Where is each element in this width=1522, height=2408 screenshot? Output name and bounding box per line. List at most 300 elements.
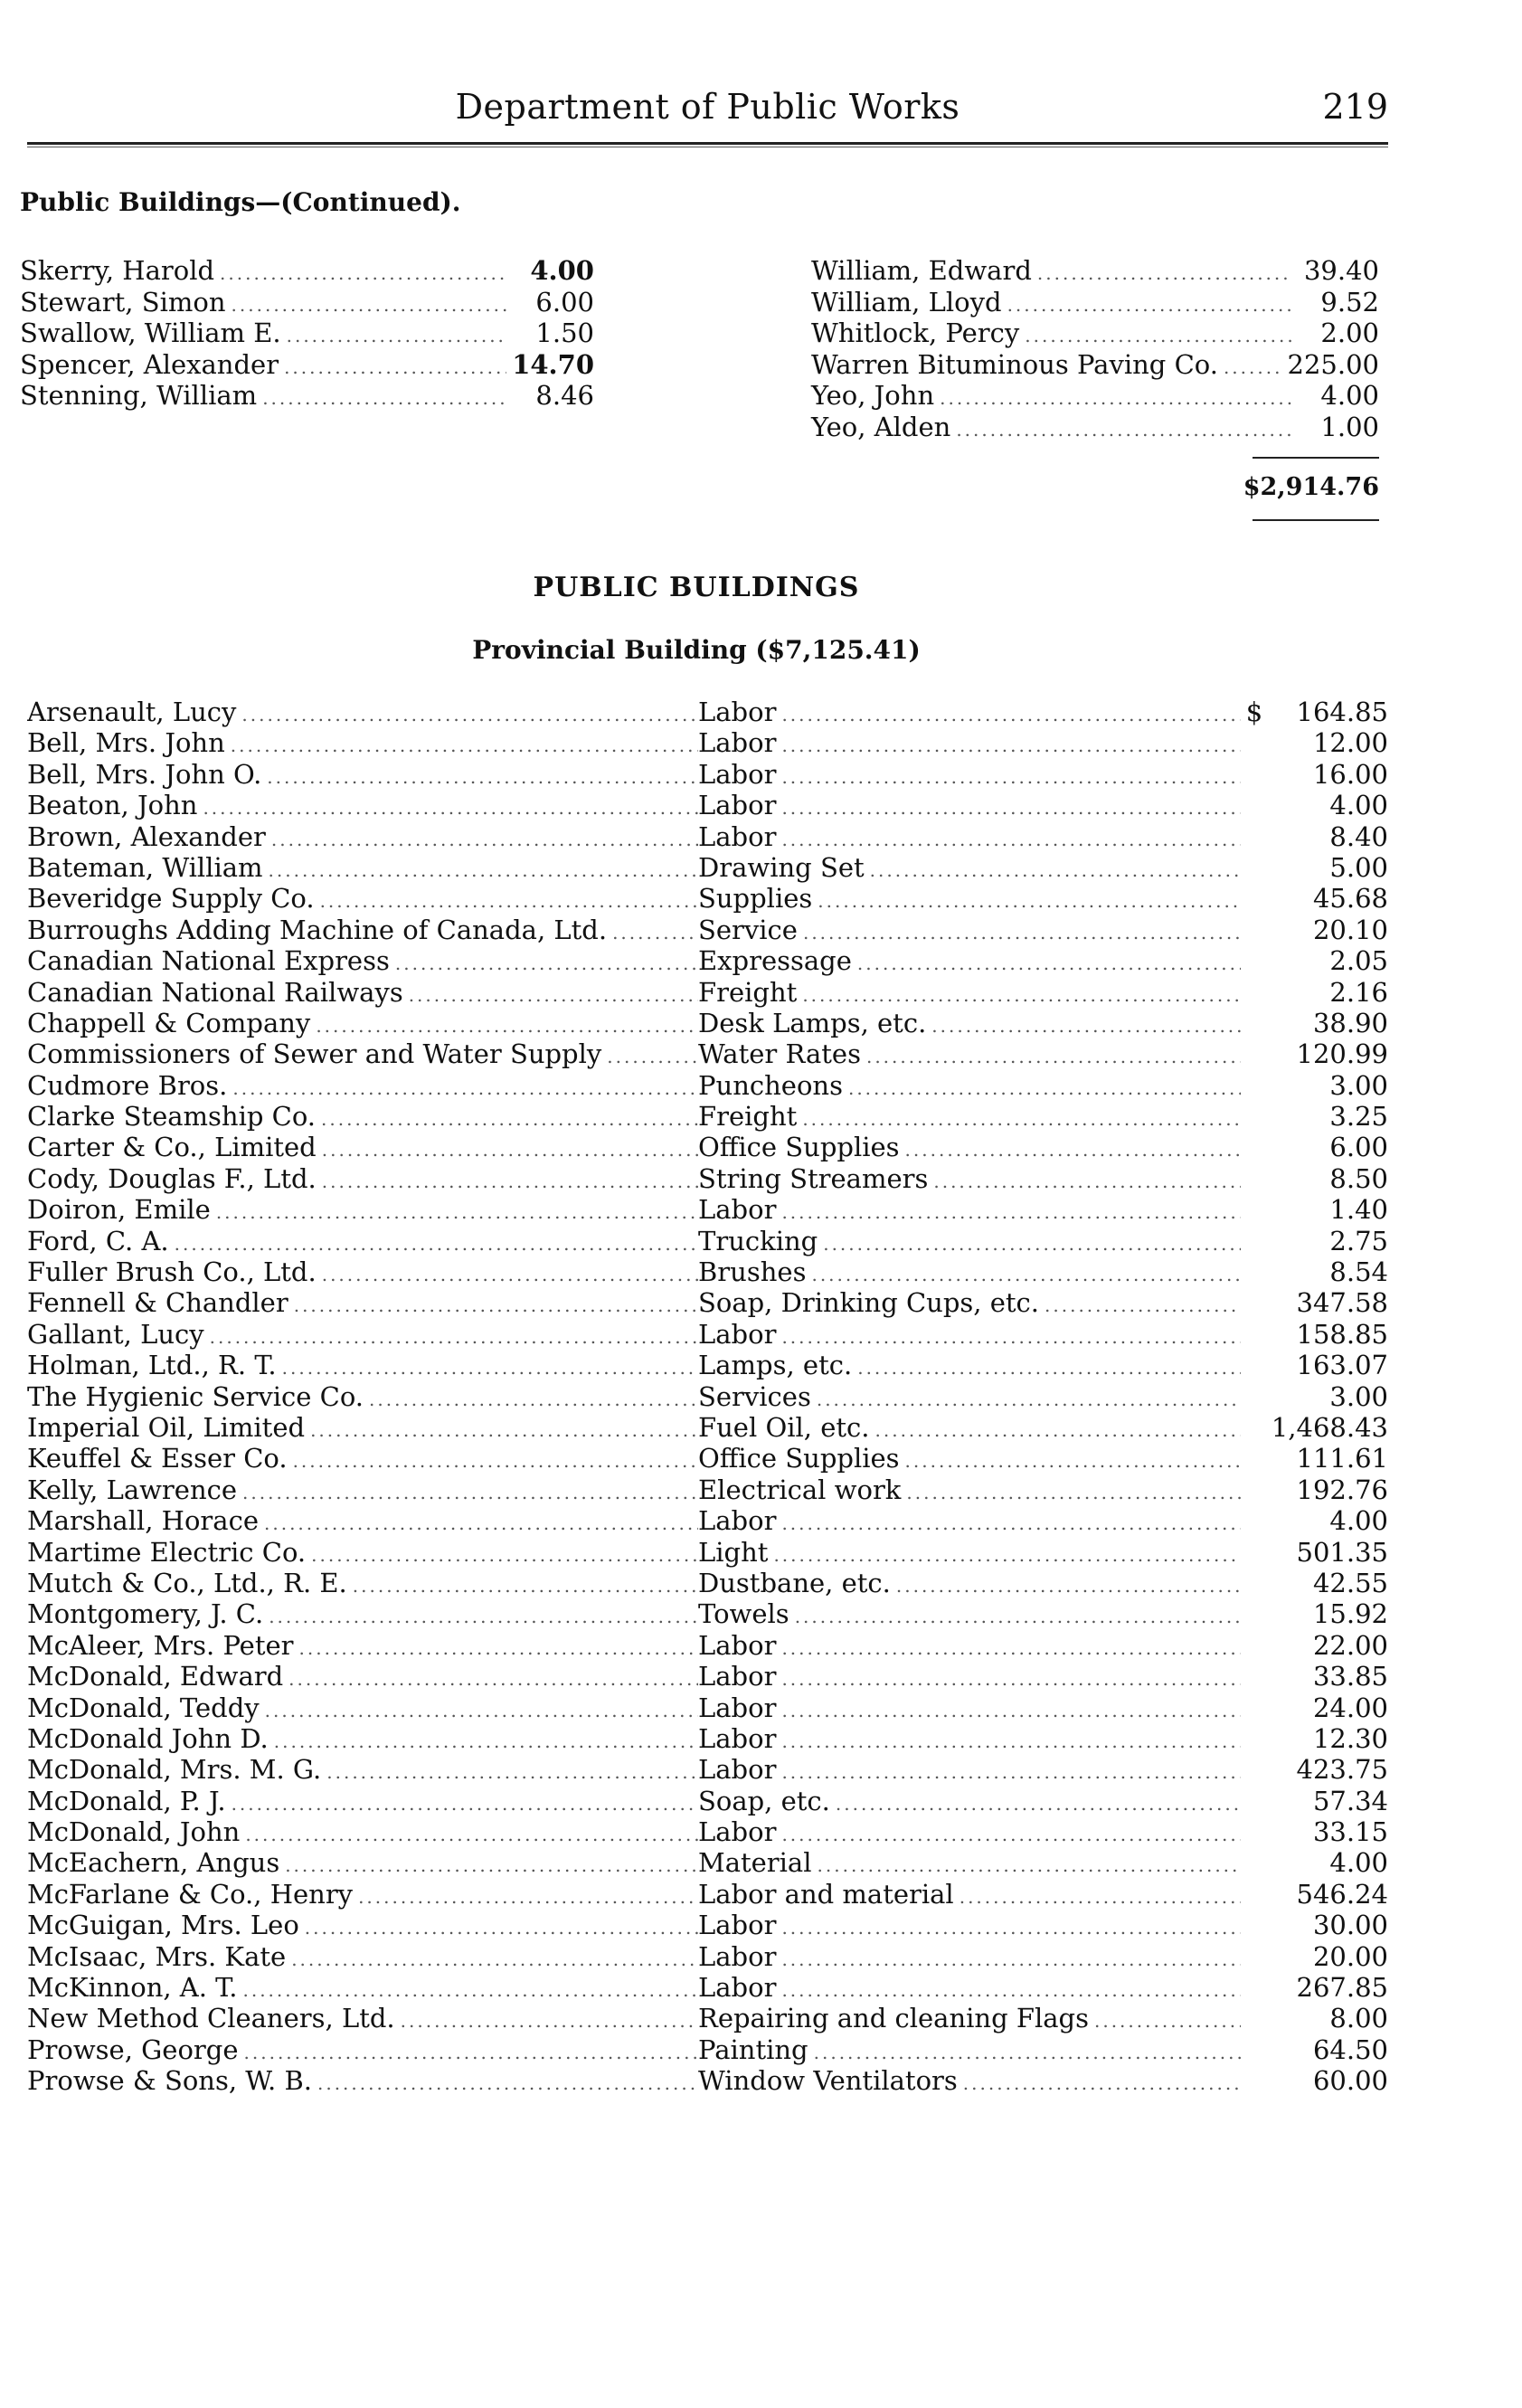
continued-list-right	[811, 255, 1379, 442]
description-text: Material	[698, 1847, 812, 1879]
payee-name: Imperial Oil, Limited	[27, 1411, 306, 1443]
payee-cell	[27, 915, 698, 945]
payee-name: McFarlane & Co., Henry	[27, 1878, 354, 1910]
payee-cell	[27, 1816, 698, 1847]
table-row	[27, 1132, 1388, 1162]
dot-leader	[242, 1482, 698, 1503]
dot-leader	[322, 1139, 698, 1161]
total-rule-top	[1253, 457, 1379, 459]
amount: 1.50	[535, 318, 594, 348]
dot-leader	[836, 1793, 1241, 1815]
payee-cell	[27, 1256, 698, 1287]
dot-leader	[1045, 1294, 1241, 1316]
dot-leader	[933, 1171, 1241, 1192]
amount-cell: 1.40	[1329, 1194, 1388, 1226]
dot-leader	[802, 1108, 1241, 1130]
amount-cell: 8.54	[1329, 1256, 1388, 1288]
payee-cell	[27, 1941, 698, 1972]
amount-cell: 33.15	[1312, 1816, 1388, 1848]
table-row	[27, 1008, 1388, 1038]
description-text: Labor	[698, 1722, 777, 1754]
amount-cell: 4.00	[1329, 790, 1388, 821]
payee-name: Kelly, Lawrence	[27, 1474, 238, 1505]
payee-name: Yeo, John	[811, 380, 935, 411]
amount-cell: 267.85	[1296, 1972, 1388, 2004]
payee-name: Canadian National Railways	[27, 976, 403, 1008]
amount: 225.00	[1287, 348, 1379, 380]
payee-name: William, Edward	[811, 255, 1032, 286]
table-row	[27, 1256, 1388, 1287]
description-cell	[698, 1972, 1241, 2003]
description-cell	[698, 727, 1241, 758]
dot-leader	[1224, 356, 1282, 378]
dot-leader	[848, 1077, 1241, 1099]
amount: 4.00	[530, 255, 594, 286]
amount: 39.40	[1303, 255, 1379, 286]
description-cell	[698, 977, 1241, 1008]
sub-section-title: Provincial Building ($7,125.41)	[472, 635, 921, 665]
dot-leader	[896, 1575, 1241, 1597]
payee-cell	[27, 852, 698, 883]
payee-name: Prowse & Sons, W. B.	[27, 2065, 312, 2097]
amount-cell: 3.00	[1329, 1069, 1388, 1101]
dot-leader	[321, 1108, 698, 1130]
description-text: Dustbane, etc.	[698, 1567, 891, 1598]
dot-leader	[232, 1077, 698, 1099]
description-cell	[698, 1847, 1241, 1878]
dot-leader	[203, 797, 698, 819]
dot-leader	[781, 1824, 1241, 1845]
dot-leader	[1025, 325, 1292, 346]
payee-name: Clarke Steamship Co.	[27, 1101, 317, 1133]
dot-leader	[284, 356, 506, 378]
payee-cell	[27, 1381, 698, 1412]
list-item	[20, 255, 594, 287]
payee-cell	[27, 1038, 698, 1069]
payee-cell	[27, 1443, 698, 1474]
dot-leader	[316, 1015, 698, 1037]
table-row	[27, 1038, 1388, 1069]
payee-cell	[27, 1132, 698, 1162]
payee-cell	[27, 1692, 698, 1723]
description-text: Labor	[698, 1318, 777, 1350]
table-row	[27, 1941, 1388, 1972]
payee-name: Marshall, Horace	[27, 1505, 259, 1537]
payee-cell	[27, 1879, 698, 1910]
dot-leader	[241, 704, 698, 725]
dot-leader	[210, 1326, 698, 1348]
amount-cell: 546.24	[1296, 1878, 1388, 1910]
description-text: Labor	[698, 1816, 777, 1848]
payee-name: McEachern, Angus	[27, 1847, 280, 1879]
payee-cell	[27, 759, 698, 790]
description-text: Labor	[698, 758, 777, 790]
table-row	[27, 1412, 1388, 1443]
payee-name: Chappell & Company	[27, 1007, 311, 1038]
dot-leader	[285, 1854, 698, 1876]
payee-cell	[27, 1319, 698, 1350]
payee-name: William, Lloyd	[811, 286, 1002, 318]
payee-name: McIsaac, Mrs. Kate	[27, 1940, 287, 1972]
dot-leader	[353, 1575, 698, 1597]
amount-cell: 1,468.43	[1271, 1411, 1388, 1443]
amount: 4.00	[1320, 380, 1379, 411]
dot-leader	[310, 1419, 698, 1441]
description-cell	[698, 1287, 1241, 1318]
dot-leader	[781, 829, 1241, 850]
payee-name: McDonald, Mrs. M. G.	[27, 1754, 322, 1786]
description-text: Labor	[698, 1629, 777, 1661]
dot-leader	[814, 2042, 1241, 2063]
table-row	[27, 1598, 1388, 1629]
dot-leader	[960, 1886, 1241, 1908]
dot-leader	[781, 1201, 1241, 1223]
amount-cell: 57.34	[1312, 1785, 1388, 1816]
dot-leader	[612, 922, 698, 943]
description-cell	[698, 1008, 1241, 1038]
description-text: Office Supplies	[698, 1443, 900, 1474]
amount-cell: 33.85	[1312, 1661, 1388, 1692]
description-text: Service	[698, 914, 798, 945]
dot-leader	[232, 294, 507, 316]
dot-leader	[811, 1264, 1241, 1285]
dot-leader	[781, 1761, 1241, 1783]
dot-leader	[857, 953, 1241, 974]
dot-leader	[781, 1326, 1241, 1348]
list-item	[811, 380, 1379, 412]
description-cell	[698, 1443, 1241, 1474]
description-text: Electrical work	[698, 1474, 902, 1505]
payee-name: Stenning, William	[20, 380, 258, 411]
payee-name: Swallow, William E.	[20, 318, 281, 348]
description-cell	[698, 1537, 1241, 1568]
dot-leader	[818, 1854, 1241, 1876]
amount-cell: 8.00	[1329, 2003, 1388, 2034]
table-row	[27, 1474, 1388, 1505]
dot-leader	[267, 766, 698, 788]
description-text: Labor	[698, 1972, 777, 2004]
description-text: Window Ventilators	[698, 2065, 958, 2097]
payee-cell	[27, 883, 698, 914]
payee-name: Arsenault, Lucy	[27, 697, 237, 727]
table-row	[27, 790, 1388, 820]
dot-leader	[231, 735, 698, 756]
amount-cell: 42.55	[1312, 1567, 1388, 1598]
dot-leader	[773, 1544, 1241, 1566]
description-cell	[698, 1692, 1241, 1723]
description-text: Towels	[698, 1598, 789, 1630]
payee-name: McDonald, Edward	[27, 1661, 284, 1692]
description-text: Labor	[698, 1661, 777, 1692]
amount-cell: 24.00	[1312, 1692, 1388, 1723]
dot-leader	[401, 2010, 698, 2032]
dot-leader	[781, 766, 1241, 788]
payee-name: Spencer, Alexander	[20, 348, 279, 380]
table-row	[27, 2003, 1388, 2034]
dot-leader	[175, 1233, 698, 1255]
payee-cell	[27, 1661, 698, 1692]
table-row	[27, 1163, 1388, 1194]
payee-cell	[27, 1598, 698, 1629]
dot-leader	[781, 735, 1241, 756]
payee-name: McKinnon, A. T.	[27, 1972, 238, 2004]
description-text: Trucking	[698, 1225, 818, 1256]
dot-leader	[274, 1730, 698, 1752]
dot-leader	[369, 1389, 698, 1410]
list-item	[811, 318, 1379, 349]
payee-name: Keuffel & Esser Co.	[27, 1443, 288, 1474]
description-cell	[698, 1879, 1241, 1910]
payee-name: New Method Cleaners, Ltd.	[27, 2003, 395, 2034]
description-cell	[698, 1568, 1241, 1598]
description-cell	[698, 1381, 1241, 1412]
payee-name: Beaton, John	[27, 790, 198, 821]
table-row	[27, 727, 1388, 758]
dot-leader	[963, 2072, 1241, 2094]
dot-leader	[317, 2072, 698, 2094]
payee-name: McDonald, John	[27, 1816, 241, 1848]
amount-cell: 16.00	[1312, 758, 1388, 790]
description-text: Labor	[698, 697, 777, 727]
payee-cell	[27, 1723, 698, 1754]
payee-cell	[27, 790, 698, 820]
payee-name: Montgomery, J. C.	[27, 1598, 264, 1630]
description-text: Desk Lamps, etc.	[698, 1007, 927, 1038]
amount-cell: 192.76	[1296, 1474, 1388, 1505]
table-row	[27, 697, 1388, 727]
description-text: Light	[698, 1536, 769, 1568]
description-text: Soap, etc.	[698, 1785, 830, 1816]
dot-leader	[781, 1917, 1241, 1939]
dot-leader	[818, 890, 1241, 912]
total-rule-bottom	[1253, 519, 1379, 521]
dot-leader	[244, 2042, 698, 2063]
dot-leader	[216, 1201, 698, 1223]
description-cell	[698, 1941, 1241, 1972]
dot-leader	[242, 1979, 698, 2001]
dot-leader	[905, 1450, 1241, 1472]
amount-cell: 164.85	[1296, 697, 1388, 727]
amount-cell: 20.00	[1312, 1940, 1388, 1972]
table-row	[27, 1350, 1388, 1380]
table-row	[27, 1568, 1388, 1598]
payee-cell	[27, 1786, 698, 1816]
continued-heading: Public Buildings—(Continued).	[20, 187, 461, 217]
dot-leader	[795, 1606, 1241, 1627]
description-text: Labor	[698, 1692, 777, 1723]
dot-leader	[870, 859, 1241, 881]
payee-name: Martime Electric Co.	[27, 1536, 307, 1568]
table-row	[27, 2065, 1388, 2096]
description-cell	[698, 1412, 1241, 1443]
payee-name: Carter & Co., Limited	[27, 1132, 317, 1163]
dot-leader	[245, 1824, 698, 1845]
table-row	[27, 1847, 1388, 1878]
amount: 14.70	[512, 348, 594, 380]
table-row	[27, 759, 1388, 790]
dot-leader	[905, 1139, 1241, 1161]
description-cell	[698, 790, 1241, 820]
description-cell	[698, 1786, 1241, 1816]
payee-name: Whitlock, Percy	[811, 318, 1020, 348]
list-item	[811, 349, 1379, 381]
dot-leader	[287, 325, 507, 346]
amount-cell: 4.00	[1329, 1505, 1388, 1537]
amount-cell: 8.40	[1329, 820, 1388, 852]
amount-cell: 6.00	[1329, 1132, 1388, 1163]
table-row	[27, 1319, 1388, 1350]
dot-leader	[265, 1700, 698, 1721]
amount-cell: 30.00	[1312, 1910, 1388, 1941]
dot-leader	[271, 829, 698, 850]
payee-cell	[27, 2034, 698, 2065]
list-item	[20, 349, 594, 381]
dot-leader	[282, 1357, 698, 1379]
payee-cell	[27, 1910, 698, 1940]
description-cell	[698, 1910, 1241, 1940]
description-cell	[698, 1226, 1241, 1256]
amount: 6.00	[535, 286, 594, 318]
dot-leader	[294, 1294, 698, 1316]
description-cell	[698, 821, 1241, 852]
table-row	[27, 1972, 1388, 2003]
payee-name: Cudmore Bros.	[27, 1069, 228, 1101]
dot-leader	[322, 1171, 698, 1192]
dot-leader	[299, 1637, 698, 1659]
amount-cell: 347.58	[1296, 1287, 1388, 1319]
table-row	[27, 1381, 1388, 1412]
payee-cell	[27, 1008, 698, 1038]
table-row	[27, 1226, 1388, 1256]
amount-cell: 3.00	[1329, 1380, 1388, 1412]
dot-leader	[293, 1450, 698, 1472]
payee-name: McDonald, Teddy	[27, 1692, 260, 1723]
payee-name: McGuigan, Mrs. Leo	[27, 1910, 299, 1941]
payee-cell	[27, 1972, 698, 2003]
payee-cell	[27, 1847, 698, 1878]
description-cell	[698, 945, 1241, 976]
payee-cell	[27, 945, 698, 976]
payee-name: Ford, C. A.	[27, 1225, 169, 1256]
description-text: Labor	[698, 1194, 777, 1226]
payee-name: Prowse, George	[27, 2034, 239, 2065]
dot-leader	[264, 1512, 698, 1534]
table-row	[27, 1661, 1388, 1692]
payee-name: Fuller Brush Co., Ltd.	[27, 1256, 317, 1288]
description-text: Fuel Oil, etc.	[698, 1411, 870, 1443]
dot-leader	[956, 419, 1292, 441]
description-cell	[698, 1723, 1241, 1754]
payee-name: Bell, Mrs. John	[27, 727, 225, 759]
description-cell	[698, 1101, 1241, 1132]
header-rule	[27, 142, 1388, 147]
payee-cell	[27, 2065, 698, 2096]
table-row	[27, 1879, 1388, 1910]
dot-leader	[781, 1700, 1241, 1721]
description-text: Freight	[698, 976, 798, 1008]
description-text: Labor	[698, 1910, 777, 1941]
amount-cell: 120.99	[1296, 1038, 1388, 1070]
payee-name: Beveridge Supply Co.	[27, 883, 315, 915]
table-row	[27, 915, 1388, 945]
payee-name: Canadian National Express	[27, 945, 390, 977]
list-item	[811, 287, 1379, 318]
table-row	[27, 1101, 1388, 1132]
payee-name: Commissioners of Sewer and Water Supply	[27, 1038, 602, 1070]
payee-name: Holman, Ltd., R. T.	[27, 1350, 277, 1381]
dot-leader	[857, 1357, 1241, 1379]
description-text: Labor	[698, 790, 777, 821]
dot-leader	[262, 387, 507, 409]
table-row	[27, 1070, 1388, 1101]
dot-leader	[781, 1979, 1241, 2001]
table-row	[27, 1505, 1388, 1536]
description-cell	[698, 1194, 1241, 1225]
dot-leader	[288, 1668, 698, 1690]
dot-leader	[322, 1264, 698, 1285]
amount-cell: 163.07	[1296, 1350, 1388, 1381]
amount: 1.00	[1320, 411, 1379, 442]
description-text: Water Rates	[698, 1038, 861, 1070]
payee-cell	[27, 2003, 698, 2034]
description-cell	[698, 1038, 1241, 1069]
description-cell	[698, 1350, 1241, 1380]
description-cell	[698, 1661, 1241, 1692]
dot-leader	[803, 922, 1241, 943]
amount-cell: 22.00	[1312, 1629, 1388, 1661]
payee-cell	[27, 1630, 698, 1661]
dot-leader	[940, 387, 1292, 409]
table-row	[27, 945, 1388, 976]
amount-cell: 501.35	[1296, 1536, 1388, 1568]
dot-leader	[607, 1046, 698, 1067]
payee-cell	[27, 1163, 698, 1194]
description-text: Repairing and cleaning Flags	[698, 2003, 1089, 2034]
amount-cell: 3.25	[1329, 1101, 1388, 1133]
payee-name: Bateman, William	[27, 851, 263, 883]
dot-leader	[311, 1544, 698, 1566]
payee-name: Fennell & Chandler	[27, 1287, 288, 1319]
description-cell	[698, 852, 1241, 883]
page-header	[27, 87, 1388, 141]
description-cell	[698, 759, 1241, 790]
amount-cell: 15.92	[1312, 1598, 1388, 1630]
description-text: Services	[698, 1380, 811, 1412]
payee-cell	[27, 1070, 698, 1101]
dot-leader	[395, 953, 698, 974]
payee-cell	[27, 1568, 698, 1598]
amount-cell: 45.68	[1312, 883, 1388, 915]
table-row	[27, 1287, 1388, 1318]
dot-leader	[320, 890, 698, 912]
description-text: Office Supplies	[698, 1132, 900, 1163]
table-row	[27, 1910, 1388, 1940]
payee-name: McDonald John D.	[27, 1722, 269, 1754]
table-row	[27, 977, 1388, 1008]
continued-total: $2,914.76	[1243, 473, 1379, 501]
amount-cell: 423.75	[1296, 1754, 1388, 1786]
description-cell	[698, 697, 1241, 727]
description-text: Painting	[698, 2034, 808, 2065]
amount-cell: 8.50	[1329, 1162, 1388, 1194]
amount-cell: 20.10	[1312, 914, 1388, 945]
description-cell	[698, 1474, 1241, 1505]
payee-name: Mutch & Co., Ltd., R. E.	[27, 1567, 347, 1598]
amount-cell: 12.30	[1312, 1722, 1388, 1754]
table-row	[27, 883, 1388, 914]
payee-name: Doiron, Emile	[27, 1194, 211, 1226]
description-cell	[698, 1163, 1241, 1194]
